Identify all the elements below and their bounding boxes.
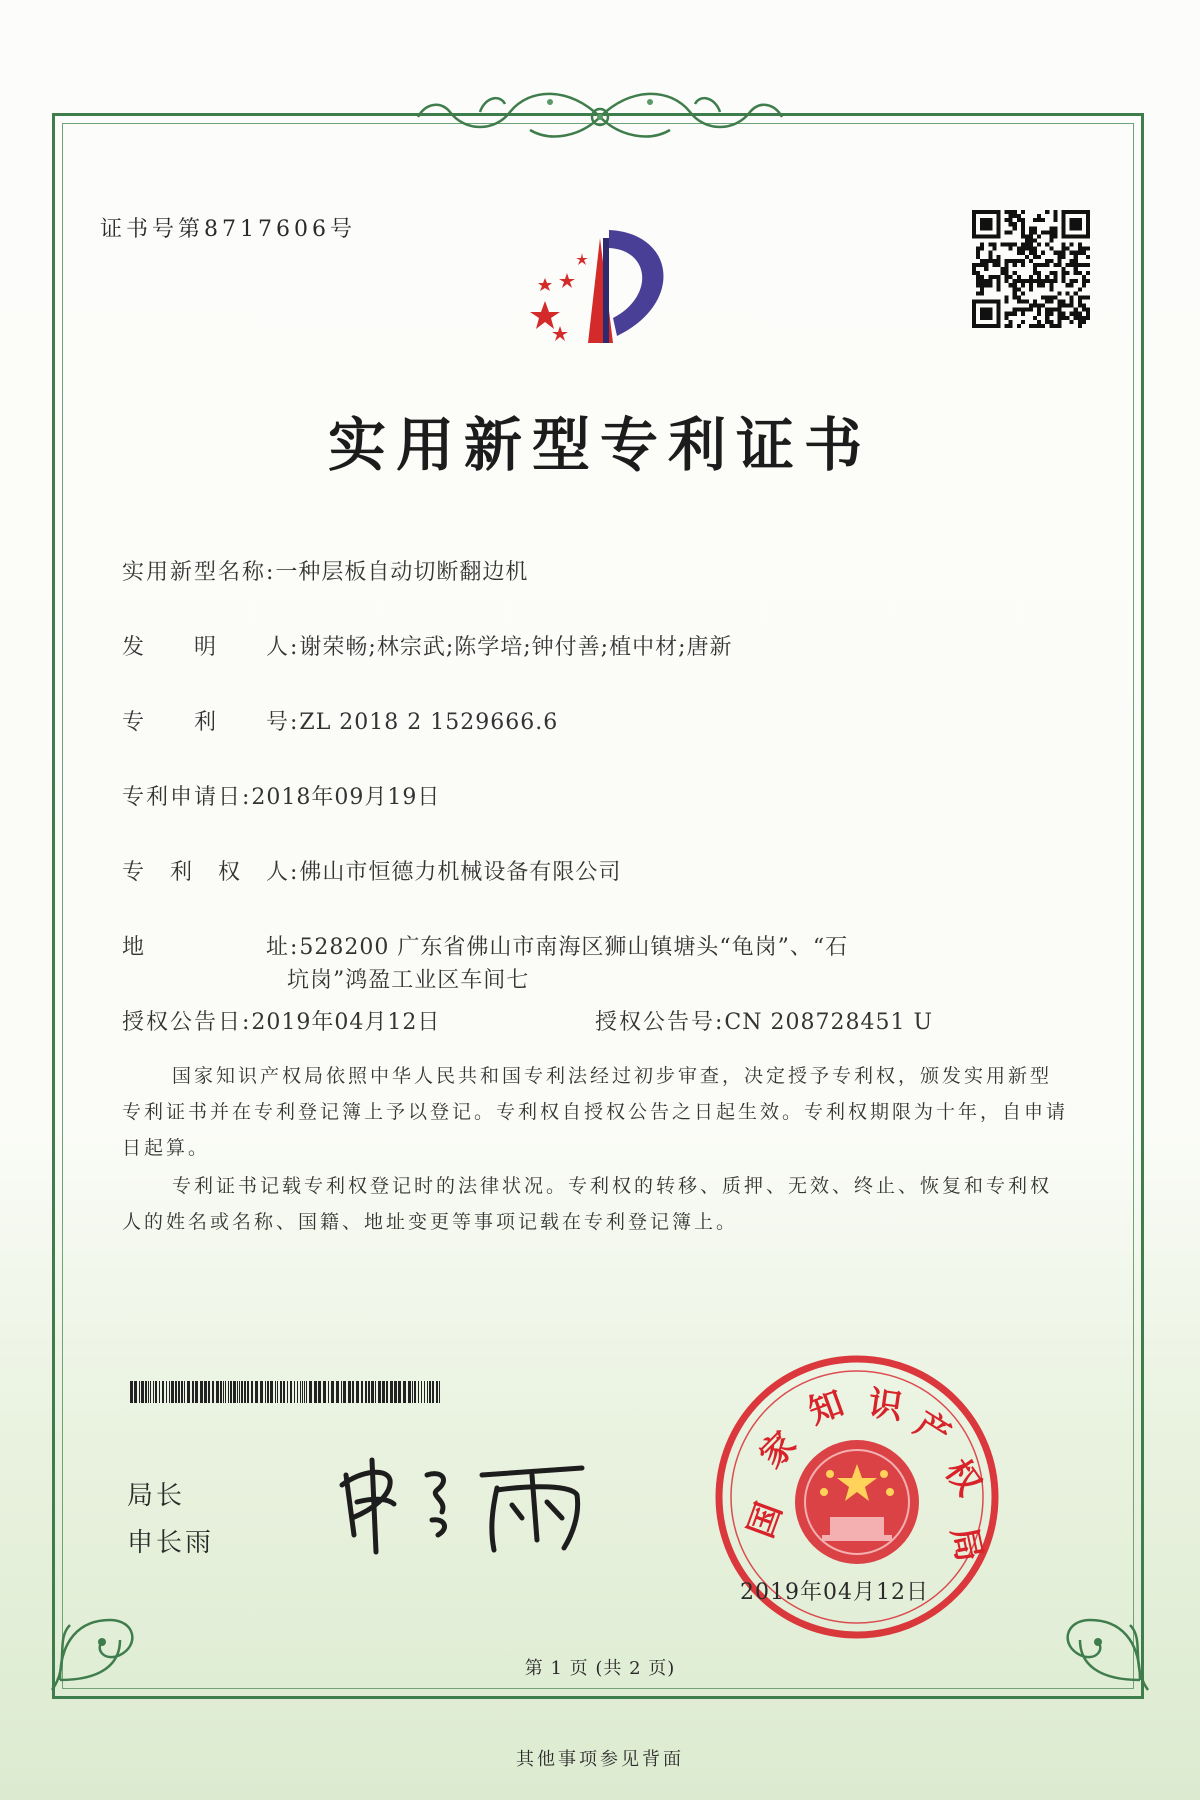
field-grant-date [122, 1005, 440, 1036]
legal-status-paragraph: 专利证书记载专利权登记时的法律状况。专利权的转移、质押、无效、终止、恢复和专利权人的姓名或名称、国籍、地址变更等事项记载在专利登记簿上。 [122, 1175, 1053, 1233]
field-value: 2019年04月12日 [251, 1010, 441, 1035]
svg-text:局: 局 [943, 1523, 990, 1566]
svg-text:产: 产 [907, 1403, 958, 1456]
page-number: 第 1 页 (共 2 页) [524, 1658, 676, 1679]
field-utility-model-name [122, 555, 528, 586]
field-label: 发 明 人: [122, 635, 300, 660]
field-value-line2: 坑岗”鸿盈工业区车间七 [287, 968, 530, 993]
director-name: 申长雨 [127, 1528, 215, 1558]
field-value: ZL 2018 2 1529666.6 [299, 710, 559, 735]
field-inventors [122, 630, 732, 661]
svg-text:权: 权 [936, 1452, 989, 1504]
field-value-line1: 528200 广东省佛山市南海区狮山镇塘头“龟岗”、“石 [299, 935, 849, 960]
field-patent-number [122, 705, 558, 736]
field-label: 专 利 号: [122, 710, 300, 735]
field-filing-date [122, 780, 440, 811]
bottom-right-ornament-icon [1030, 1570, 1160, 1700]
field-label: 授权公告号: [595, 1010, 725, 1035]
field-address-continuation [287, 963, 529, 994]
svg-text:家: 家 [752, 1424, 805, 1477]
field-label: 地 址: [122, 935, 300, 960]
patent-office-emblem-icon [505, 208, 705, 358]
field-label: 专利申请日: [122, 785, 252, 810]
svg-text:国: 国 [740, 1497, 791, 1544]
handwritten-signature-icon [332, 1440, 612, 1560]
svg-text:知: 知 [803, 1383, 850, 1433]
footer-note: 其他事项参见背面 [516, 1749, 684, 1770]
field-value: 2018年09月19日 [251, 785, 441, 810]
director-title: 局长 [127, 1481, 186, 1511]
top-ornament-icon [410, 82, 790, 152]
field-address [122, 930, 848, 961]
field-patentee [122, 855, 621, 886]
qr-code-icon [972, 210, 1090, 328]
svg-text:识: 识 [865, 1383, 905, 1428]
field-grant-number [595, 1005, 933, 1036]
certificate-title: 实用新型专利证书 [327, 411, 872, 479]
field-value: CN 208728451 U [724, 1010, 934, 1035]
field-label: 授权公告日: [122, 1010, 252, 1035]
seal-date: 2019年04月12日 [740, 1580, 929, 1605]
grant-statement-paragraph: 国家知识产权局依照中华人民共和国专利法经过初步审查，决定授予专利权，颁发实用新型专利证书并在专利登记簿上予以登记。专利权自授权公告之日起生效。专利权期限为十年，自申请日起算。 [122, 1065, 1069, 1159]
field-value: 佛山市恒德力机械设备有限公司 [299, 860, 622, 885]
bottom-left-ornament-icon [40, 1570, 170, 1700]
barcode-icon [130, 1381, 442, 1403]
certificate-number: 证书号第8717606号 [100, 217, 356, 242]
field-label: 实用新型名称: [122, 560, 276, 585]
field-value: 一种层板自动切断翻边机 [275, 560, 529, 585]
field-label: 专 利 权 人: [122, 860, 300, 885]
field-value: 谢荣畅;林宗武;陈学培;钟付善;植中材;唐新 [299, 635, 733, 660]
